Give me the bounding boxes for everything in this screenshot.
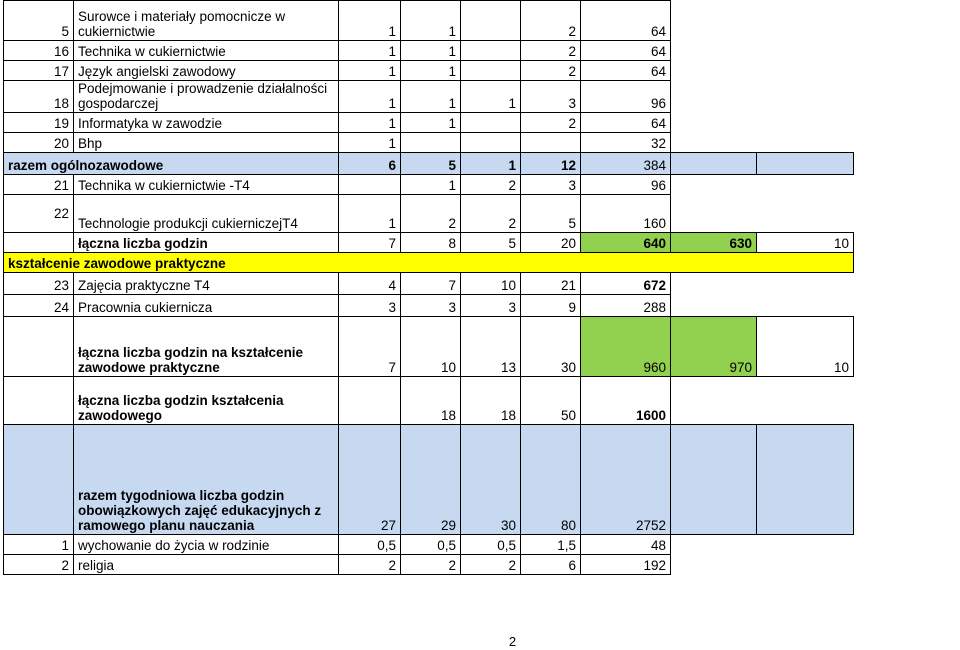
cell-value: [461, 41, 521, 61]
cell-value: 2: [461, 175, 521, 195]
cell-value: 2: [521, 61, 581, 81]
table-row: [4, 133, 854, 153]
cell-value: 96: [581, 81, 671, 113]
row-number: 21: [4, 175, 74, 195]
cell-value: 1: [401, 175, 461, 195]
cell-value: 1: [401, 61, 461, 81]
cell-value: 7: [339, 233, 401, 253]
cell-value: 10: [401, 317, 461, 377]
cell-value: 1: [339, 61, 401, 81]
cell-value: 1: [401, 113, 461, 133]
empty-cell: [671, 81, 757, 113]
subtotal-row: [4, 153, 854, 175]
empty-cell: [757, 1, 854, 41]
cell-value: 20: [521, 233, 581, 253]
cell-value: 1: [339, 113, 401, 133]
table-row: [4, 195, 854, 233]
cell-value: 9: [521, 295, 581, 317]
empty-cell: [757, 81, 854, 113]
empty-cell: [757, 425, 854, 535]
empty-cell: [671, 153, 757, 175]
cell-value: 1: [339, 81, 401, 113]
cell-value: 1: [339, 195, 401, 233]
grand-total-label: razem tygodniowa liczba godzin obowiązkowych zajęć edukacyjnych z ramowego planu nauczania: [74, 425, 339, 535]
cell-value: 2: [461, 555, 521, 575]
empty-cell: [671, 133, 757, 153]
empty-cell: [671, 273, 757, 295]
subject-name: Informatyka w zawodzie: [74, 113, 339, 133]
cell-value: 384: [581, 153, 671, 175]
cell-value: 4: [339, 273, 401, 295]
table-row: [4, 61, 854, 81]
row-number: 24: [4, 295, 74, 317]
empty-cell: [4, 317, 74, 377]
empty-cell: [757, 295, 854, 317]
cell-value: 64: [581, 1, 671, 41]
empty-cell: [757, 175, 854, 195]
cell-value: 3: [521, 175, 581, 195]
cell-value: 0,5: [339, 535, 401, 555]
cell-value: 10: [757, 317, 854, 377]
total-label: łączna liczba godzin kształcenia zawodowego: [74, 377, 339, 425]
cell-value: 64: [581, 61, 671, 81]
empty-cell: [757, 555, 854, 575]
empty-cell: [757, 133, 854, 153]
cell-value: 12: [521, 153, 581, 175]
grand-total-row: [4, 425, 854, 535]
cell-value: 32: [581, 133, 671, 153]
cell-value: [401, 133, 461, 153]
cell-value: 640: [581, 233, 671, 253]
subject-name: Technika w cukiernictwie: [74, 41, 339, 61]
cell-value: 1: [461, 153, 521, 175]
subject-name: Podejmowanie i prowadzenie działalności gospodarczej: [74, 81, 339, 113]
cell-value: 0,5: [461, 535, 521, 555]
row-number: 23: [4, 273, 74, 295]
cell-value: 2: [401, 555, 461, 575]
empty-cell: [757, 273, 854, 295]
subject-name: wychowanie do życia w rodzinie: [74, 535, 339, 555]
cell-value: 2: [521, 1, 581, 41]
cell-value: 1,5: [521, 535, 581, 555]
cell-value: 2: [401, 195, 461, 233]
empty-cell: [671, 41, 757, 61]
cell-value: 10: [461, 273, 521, 295]
cell-value: 1: [401, 81, 461, 113]
cell-value: 96: [581, 175, 671, 195]
empty-cell: [757, 61, 854, 81]
row-number: 2: [4, 555, 74, 575]
cell-value: [461, 113, 521, 133]
section-title: kształcenie zawodowe praktyczne: [4, 253, 854, 273]
cell-value: 48: [581, 535, 671, 555]
cell-value: 6: [339, 153, 401, 175]
cell-value: 1: [339, 133, 401, 153]
row-number: 20: [4, 133, 74, 153]
subject-name: religia: [74, 555, 339, 575]
cell-value: 630: [671, 233, 757, 253]
empty-cell: [671, 113, 757, 133]
table-row: [4, 175, 854, 195]
empty-cell: [671, 175, 757, 195]
row-number: 1: [4, 535, 74, 555]
table-row: [4, 555, 854, 575]
empty-cell: [4, 233, 74, 253]
table-row: [4, 113, 854, 133]
row-number: 17: [4, 61, 74, 81]
cell-value: [521, 133, 581, 153]
cell-value: 8: [401, 233, 461, 253]
table-row: [4, 81, 854, 113]
total-label: łączna liczba godzin na kształcenie zawodowe praktyczne: [74, 317, 339, 377]
total-row: [4, 317, 854, 377]
subtotal-label: razem ogólnozawodowe: [4, 153, 339, 175]
cell-value: 64: [581, 41, 671, 61]
cell-value: 1600: [581, 377, 671, 425]
empty-cell: [671, 61, 757, 81]
table-row: [4, 295, 854, 317]
cell-value: 50: [521, 377, 581, 425]
cell-value: 960: [581, 317, 671, 377]
cell-value: 2752: [581, 425, 671, 535]
subject-name: Technika w cukiernictwie -T4: [74, 175, 339, 195]
subject-name: Bhp: [74, 133, 339, 153]
cell-value: 3: [339, 295, 401, 317]
cell-value: 30: [521, 317, 581, 377]
cell-value: 1: [461, 81, 521, 113]
cell-value: 64: [581, 113, 671, 133]
cell-value: 192: [581, 555, 671, 575]
empty-cell: [757, 41, 854, 61]
row-number: 18: [4, 81, 74, 113]
cell-value: 5: [521, 195, 581, 233]
table-row: [4, 41, 854, 61]
cell-value: 7: [339, 317, 401, 377]
cell-value: 30: [461, 425, 521, 535]
cell-value: 18: [461, 377, 521, 425]
total-row: [4, 377, 854, 425]
cell-value: [339, 377, 401, 425]
empty-cell: [671, 377, 757, 425]
empty-cell: [757, 195, 854, 233]
subject-name: Język angielski zawodowy: [74, 61, 339, 81]
cell-value: 672: [581, 273, 671, 295]
cell-value: 5: [461, 233, 521, 253]
curriculum-table: [3, 0, 854, 575]
table-row: [4, 1, 854, 41]
cell-value: 18: [401, 377, 461, 425]
cell-value: 21: [521, 273, 581, 295]
subject-name: Technologie produkcji cukierniczejT4: [74, 195, 339, 233]
cell-value: 3: [521, 81, 581, 113]
empty-cell: [671, 195, 757, 233]
table-row: [4, 535, 854, 555]
empty-cell: [671, 1, 757, 41]
cell-value: 1: [339, 41, 401, 61]
empty-cell: [4, 377, 74, 425]
cell-value: 0,5: [401, 535, 461, 555]
empty-cell: [671, 555, 757, 575]
cell-value: 13: [461, 317, 521, 377]
cell-value: 6: [521, 555, 581, 575]
section-header-row: [4, 253, 854, 273]
cell-value: [461, 133, 521, 153]
total-label: łączna liczba godzin: [74, 233, 339, 253]
row-number: 22: [4, 195, 74, 233]
cell-value: 2: [521, 113, 581, 133]
subject-name: Zajęcia praktyczne T4: [74, 273, 339, 295]
cell-value: 160: [581, 195, 671, 233]
cell-value: 3: [401, 295, 461, 317]
cell-value: 27: [339, 425, 401, 535]
cell-value: 1: [401, 41, 461, 61]
cell-value: 2: [521, 41, 581, 61]
row-number: 5: [4, 1, 74, 41]
cell-value: 7: [401, 273, 461, 295]
empty-cell: [757, 113, 854, 133]
cell-value: 80: [521, 425, 581, 535]
empty-cell: [671, 295, 757, 317]
cell-value: [339, 175, 401, 195]
cell-value: 288: [581, 295, 671, 317]
subject-name: Surowce i materiały pomocnicze w cukiernictwie: [74, 1, 339, 41]
cell-value: 2: [461, 195, 521, 233]
empty-cell: [757, 377, 854, 425]
cell-value: 1: [401, 1, 461, 41]
cell-value: 2: [339, 555, 401, 575]
subject-name: Pracownia cukiernicza: [74, 295, 339, 317]
cell-value: 3: [461, 295, 521, 317]
cell-value: 29: [401, 425, 461, 535]
table-row: [4, 273, 854, 295]
empty-cell: [757, 535, 854, 555]
row-number: 16: [4, 41, 74, 61]
row-number: 19: [4, 113, 74, 133]
cell-value: [461, 61, 521, 81]
empty-cell: [757, 153, 854, 175]
total-row: [4, 233, 854, 253]
cell-value: 5: [401, 153, 461, 175]
cell-value: 10: [757, 233, 854, 253]
empty-cell: [671, 535, 757, 555]
cell-value: 1: [339, 1, 401, 41]
empty-cell: [4, 425, 74, 535]
cell-value: [461, 1, 521, 41]
page-number: 2: [508, 634, 517, 649]
empty-cell: [671, 425, 757, 535]
cell-value: 970: [671, 317, 757, 377]
